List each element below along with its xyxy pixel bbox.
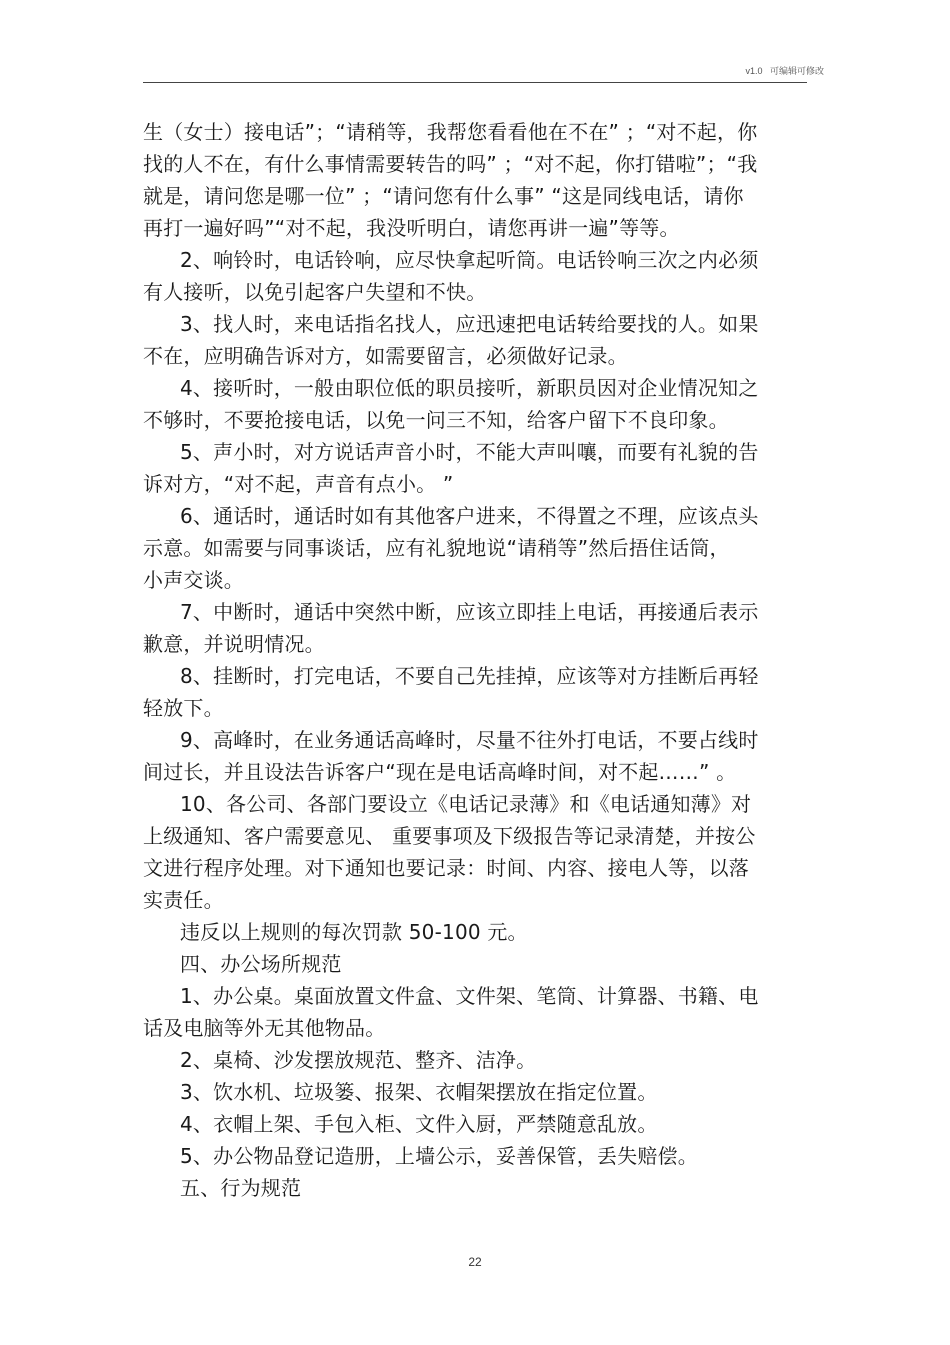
text-line: 不在，应明确告诉对方，如需要留言，必须做好记录。 [143,344,628,368]
text-line: 2、响铃时，电话铃响，应尽快拿起听筒。电话铃响三次之内必须 [180,248,759,272]
header-version: v1.0 [745,66,763,76]
text-line: 1、办公桌。桌面放置文件盒、文件架、笔筒、计算器、书籍、电 [180,984,759,1008]
text-line: 就是，请问您是哪一位” ；“请问您有什么事” “这是同线电话，请你 [143,184,744,208]
text-line: 诉对方，“对不起，声音有点小。 ” [143,472,454,496]
text-line: 间过长，并且设法告诉客户“现在是电话高峰时间，对不起……” 。 [143,760,737,784]
header-tag [745,64,824,77]
document-body [143,116,807,1204]
section-heading: 四、办公场所规范 [180,952,342,976]
text-line: 违反以上规则的每次罚款 50-100 元。 [180,920,528,944]
text-line: 3、饮水机、垃圾篓、报架、衣帽架摆放在指定位置。 [180,1080,658,1104]
text-line: 4、衣帽上架、手包入柜、文件入厨，严禁随意乱放。 [180,1112,658,1136]
text-line: 实责任。 [143,888,224,912]
text-line: 话及电脑等外无其他物品。 [143,1016,386,1040]
text-line: 生（女士）接电话”；“请稍等，我帮您看看他在不在” ；“对不起，你 [143,120,758,144]
page-number: 22 [468,1255,482,1269]
text-line: 5、办公物品登记造册，上墙公示，妥善保管，丢失赔偿。 [180,1144,698,1168]
text-line: 9、高峰时，在业务通话高峰时，尽量不往外打电话，不要占线时 [180,728,759,752]
text-line: 10、各公司、各部门要设立《电话记录薄》和《电话通知薄》对 [180,792,752,816]
text-line: 4、接听时，一般由职位低的职员接听，新职员因对企业情况知之 [180,376,759,400]
text-line: 7、中断时，通话中突然中断，应该立即挂上电话，再接通后表示 [180,600,759,624]
header-note: 可编辑可修改 [769,66,824,76]
text-line: 不够时，不要抢接电话，以免一问三不知，给客户留下不良印象。 [143,408,729,432]
header-rule [143,82,807,83]
text-line: 歉意，并说明情况。 [143,632,325,656]
text-line: 8、挂断时，打完电话，不要自己先挂掉，应该等对方挂断后再轻 [180,664,759,688]
text-line: 3、找人时，来电话指名找人，应迅速把电话转给要找的人。如果 [180,312,759,336]
text-line: 再打一遍好吗”“对不起，我没听明白，请您再讲一遍”等等。 [143,216,680,240]
text-line: 有人接听，以免引起客户失望和不快。 [143,280,487,304]
text-line: 2、桌椅、沙发摆放规范、整齐、洁净。 [180,1048,537,1072]
text-line: 5、声小时，对方说话声音小时，不能大声叫嚷，而要有礼貌的告 [180,440,759,464]
section-heading: 五、行为规范 [180,1176,302,1200]
text-line: 找的人不在，有什么事情需要转告的吗” ；“对不起，你打错啦”；“我 [143,152,758,176]
text-line: 示意。如需要与同事谈话，应有礼貌地说“请稍等”然后捂住话筒， [143,536,730,560]
text-line: 上级通知、客户需要意见、 重要事项及下级报告等记录清楚，并按公 [143,824,756,848]
text-line: 文进行程序处理。对下通知也要记录：时间、内容、接电人等，以落 [143,856,749,880]
text-line: 小声交谈。 [143,568,244,592]
text-line: 6、通话时，通话时如有其他客户进来，不得置之不理，应该点头 [180,504,759,528]
text-line: 轻放下。 [143,696,224,720]
